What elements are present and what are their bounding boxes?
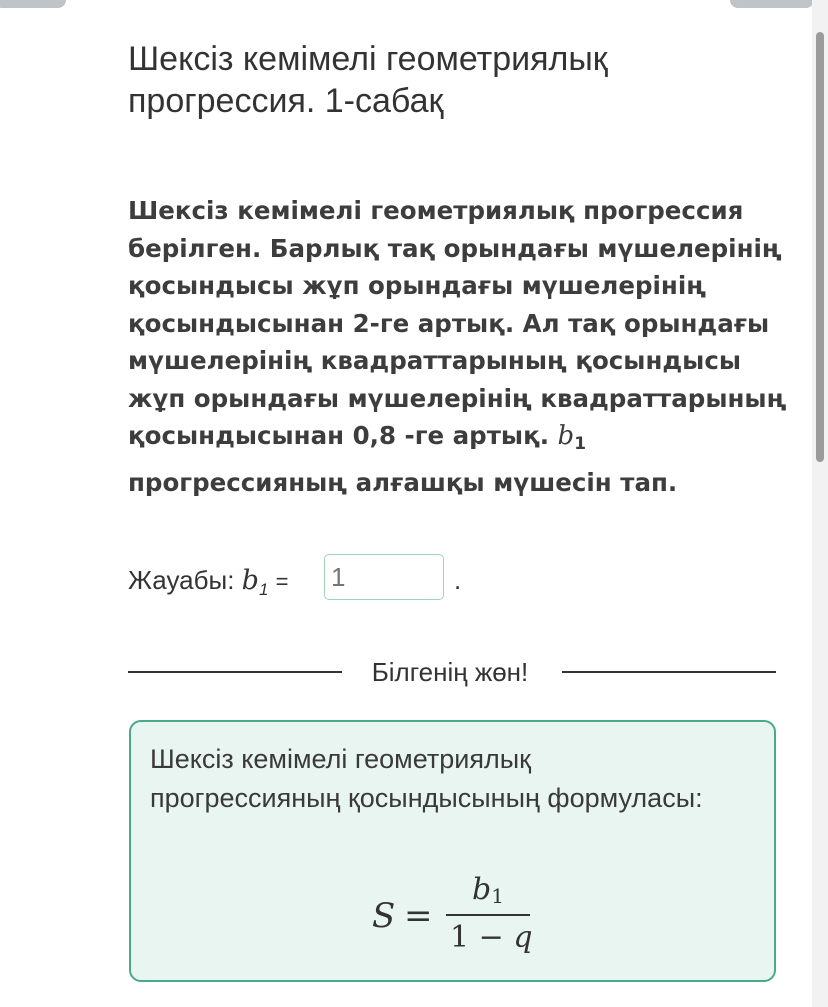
scrollbar-thumb[interactable] — [816, 32, 824, 462]
answer-label: Жауабы: — [128, 565, 235, 595]
hint-text: Шексіз кемімелі геометриялық прогрессияның қосындысының формуласы: — [150, 744, 703, 813]
hint-divider-label: Білгенің жөн! — [371, 657, 529, 687]
fraction-bar — [446, 914, 530, 916]
top-tab-right[interactable] — [730, 0, 814, 8]
question-body: Шексіз кемімелі геометриялық прогрессия берілген. Барлық тақ орындағы мүшелерінің қосындысы жұп орындағы мүшелерінің қосындысынан 2-ге артық. Ал тақ орындағы мүшелерінің квадраттарының қосындысы жұп орындағы мүшелерінің квадраттарының қосындысынан 0,8 -ге артық. — [128, 196, 787, 450]
formula-denominator: 1 − q — [450, 920, 533, 955]
answer-period: . — [454, 565, 462, 595]
page-title: Шексіз кемімелі геометриялық прогрессия. 1-сабақ — [128, 40, 608, 120]
formula-equals: = — [404, 896, 433, 936]
answer-variable: $b_1$ — [241, 565, 269, 599]
formula-numerator: b1 — [472, 872, 504, 908]
top-tab-left[interactable] — [0, 0, 66, 8]
divider-line-right — [562, 671, 776, 673]
question-ending: прогрессияның алғашқы мүшесін тап. — [128, 467, 678, 497]
question-text — [128, 192, 788, 501]
sum-formula — [372, 870, 542, 960]
answer-input[interactable] — [324, 554, 444, 600]
question-variable: b1 — [557, 421, 587, 454]
formula-lhs: S — [372, 896, 396, 936]
answer-equals: = — [275, 569, 289, 594]
divider-line-left — [128, 671, 342, 673]
